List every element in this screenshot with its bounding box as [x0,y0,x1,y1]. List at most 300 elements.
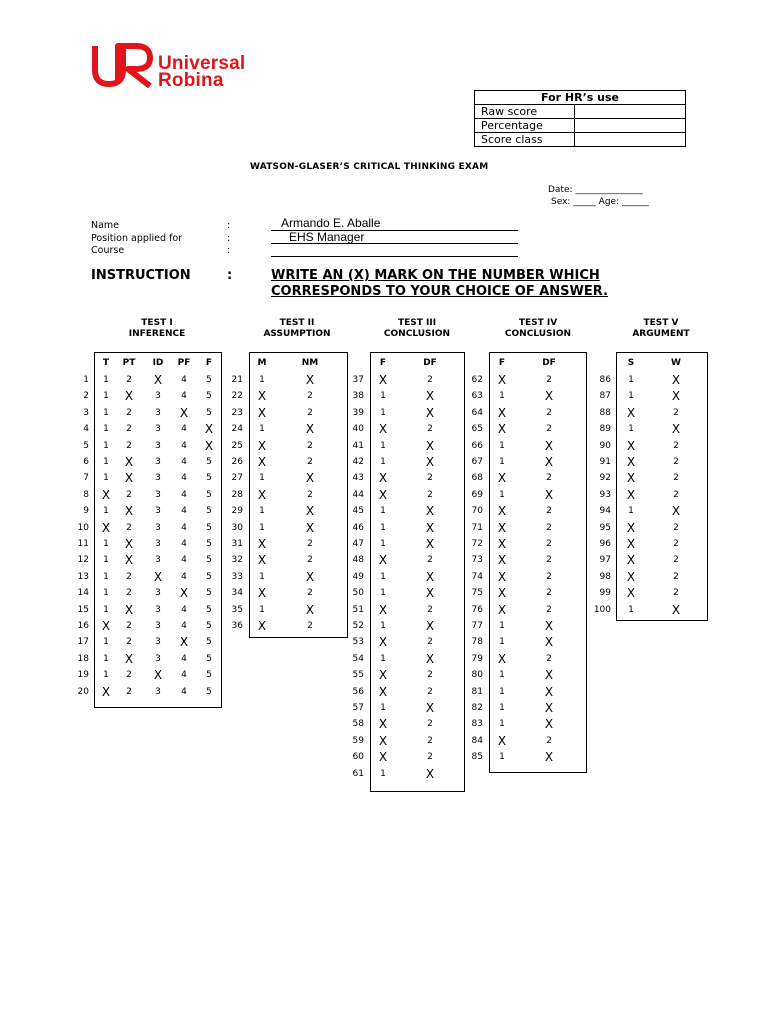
answer-option[interactable]: 1 [499,752,505,763]
question-number: 70 [471,506,483,517]
answer-mark[interactable]: X [305,422,315,437]
name-field[interactable] [271,216,518,231]
answer-option[interactable]: 2 [307,440,313,451]
answer-option[interactable]: 4 [181,424,187,435]
answer-option[interactable]: 2 [126,686,132,697]
answer-option[interactable]: 5 [206,686,212,697]
question-number: 22 [231,391,243,402]
answer-option[interactable]: 2 [307,391,313,402]
answer-option[interactable]: 3 [155,506,161,517]
answer-mark[interactable]: X [671,602,681,617]
answer-mark[interactable]: X [101,520,111,535]
answer-mark[interactable]: X [425,701,435,715]
answer-option[interactable]: 2 [427,735,433,746]
answer-option[interactable]: 2 [126,588,132,599]
answer-option[interactable]: 1 [259,424,265,435]
answer-mark[interactable]: X [378,471,388,486]
answer-option[interactable]: 2 [427,752,433,763]
answer-option[interactable]: 5 [206,571,212,582]
answer-option[interactable]: 1 [259,522,265,533]
answer-mark[interactable]: X [378,635,388,650]
answer-option[interactable]: 2 [673,489,679,500]
answer-option[interactable]: 1 [499,391,505,402]
answer-option[interactable]: 1 [499,440,505,451]
answer-mark[interactable]: X [626,487,636,502]
answer-option[interactable]: 2 [307,457,313,467]
answer-mark[interactable]: X [425,405,435,420]
answer-option[interactable]: 1 [499,489,505,500]
answer-option[interactable]: 1 [628,391,634,402]
answer-option[interactable]: 3 [155,588,161,599]
answer-mark[interactable]: X [626,569,636,584]
question-number: 32 [231,555,243,566]
answer-option[interactable]: 2 [126,407,132,418]
answer-mark[interactable]: X [378,717,388,732]
answer-option[interactable]: 4 [181,555,187,566]
answer-option[interactable]: 4 [181,571,187,582]
question-number: 64 [471,407,483,418]
answer-mark[interactable]: X [497,651,507,666]
answer-option[interactable]: 1 [259,375,265,385]
answer-option[interactable]: 4 [181,539,187,549]
answer-option[interactable]: 2 [546,522,552,533]
answer-option[interactable]: 3 [155,637,161,648]
answer-mark[interactable]: X [425,537,435,551]
position-label: Position applied for [91,233,183,244]
answer-mark[interactable]: X [544,668,554,683]
answer-mark[interactable]: X [626,520,636,535]
answer-option[interactable]: 1 [103,473,109,484]
answer-option[interactable]: 2 [673,571,679,582]
answer-option[interactable]: 1 [380,407,386,418]
answer-option[interactable]: 1 [628,604,634,615]
answer-option[interactable]: 2 [307,489,313,500]
answer-option[interactable]: 2 [126,375,132,385]
answer-option[interactable]: 2 [126,621,132,631]
question-number: 43 [352,473,364,484]
answer-option[interactable]: 5 [206,621,212,631]
answer-option[interactable]: 2 [546,555,552,566]
answer-mark[interactable]: X [544,619,554,633]
answer-mark[interactable]: X [544,750,554,765]
answer-option[interactable]: 1 [103,670,109,681]
percentage-field[interactable] [575,119,686,133]
answer-mark[interactable]: X [544,717,554,732]
answer-option[interactable]: 3 [155,407,161,418]
answer-mark[interactable]: X [425,619,435,633]
answer-option[interactable]: 2 [307,539,313,549]
answer-option[interactable]: 1 [380,391,386,402]
question-number: 26 [231,457,243,467]
answer-mark[interactable]: X [378,684,388,699]
answer-option[interactable]: 1 [259,604,265,615]
answer-mark[interactable]: X [497,405,507,420]
answer-mark[interactable]: X [124,471,134,486]
answer-option[interactable]: 1 [380,506,386,517]
answer-option[interactable]: 1 [103,637,109,648]
answer-option[interactable]: 5 [206,522,212,533]
answer-option[interactable]: 5 [206,457,212,467]
answer-mark[interactable]: X [204,422,214,437]
answer-option[interactable]: 5 [206,489,212,500]
answer-mark[interactable]: X [425,766,435,781]
answer-option[interactable]: 5 [206,407,212,418]
answer-option[interactable]: 1 [259,473,265,484]
answer-option[interactable]: 5 [206,588,212,599]
answer-mark[interactable]: X [378,422,388,437]
answer-mark[interactable]: X [497,520,507,535]
answer-option[interactable]: 5 [206,473,212,484]
answer-option[interactable]: 2 [546,407,552,418]
answer-option[interactable]: 3 [155,621,161,631]
date-field[interactable]: Date: _______________ [548,185,643,195]
answer-option[interactable]: 3 [155,555,161,566]
answer-mark[interactable]: X [544,701,554,715]
question-number: 88 [599,407,611,418]
answer-mark[interactable]: X [124,455,134,469]
answer-option[interactable]: 3 [155,604,161,615]
answer-option[interactable]: 5 [206,653,212,664]
answer-mark[interactable]: X [544,487,554,502]
answer-option[interactable]: 1 [103,424,109,435]
answer-option[interactable]: 5 [206,555,212,566]
answer-mark[interactable]: X [497,504,507,519]
answer-mark[interactable]: X [153,569,163,584]
answer-mark[interactable]: X [257,586,267,601]
answer-mark[interactable]: X [626,455,636,469]
answer-option[interactable]: 4 [181,375,187,385]
answer-mark[interactable]: X [124,389,134,404]
answer-option[interactable]: 2 [546,604,552,615]
answer-option[interactable]: 2 [546,735,552,746]
answer-mark[interactable]: X [626,586,636,601]
question-number: 39 [352,407,364,418]
answer-mark[interactable]: X [497,422,507,437]
answer-option[interactable]: 2 [427,604,433,615]
answer-option[interactable]: 1 [628,506,634,517]
answer-option[interactable]: 1 [103,555,109,566]
answer-option[interactable]: 4 [181,457,187,467]
position-field[interactable] [271,230,518,244]
answer-option[interactable]: 1 [380,588,386,599]
answer-mark[interactable]: X [425,455,435,469]
answer-mark[interactable]: X [425,389,435,404]
answer-mark[interactable]: X [497,537,507,551]
answer-option[interactable]: 2 [546,588,552,599]
answer-option[interactable]: 4 [181,391,187,402]
answer-option[interactable]: 2 [427,719,433,730]
answer-option[interactable]: 3 [155,489,161,500]
answer-option[interactable]: 3 [155,391,161,402]
answer-option[interactable]: 2 [427,637,433,648]
answer-option[interactable]: 2 [126,637,132,648]
answer-option[interactable]: 1 [259,506,265,517]
answer-mark[interactable]: X [124,504,134,519]
answer-mark[interactable]: X [671,389,681,404]
question-number: 78 [471,637,483,648]
answer-mark[interactable]: X [378,750,388,765]
answer-mark[interactable]: X [257,389,267,404]
answer-option[interactable]: 1 [103,604,109,615]
answer-mark[interactable]: X [497,569,507,584]
answer-mark[interactable]: X [497,733,507,748]
answer-option[interactable]: 4 [181,522,187,533]
answer-mark[interactable]: X [425,569,435,584]
answer-mark[interactable]: X [257,405,267,420]
answer-option[interactable]: 2 [427,489,433,500]
answer-option[interactable]: 2 [673,440,679,451]
answer-mark[interactable]: X [257,619,267,633]
raw-score-field[interactable] [575,105,686,119]
answer-option[interactable]: 2 [427,473,433,484]
question-number: 81 [471,686,483,697]
answer-mark[interactable]: X [497,553,507,568]
question-number: 76 [471,604,483,615]
answer-mark[interactable]: X [305,373,315,387]
answer-mark[interactable]: X [305,520,315,535]
answer-mark[interactable]: X [378,668,388,683]
hr-use-table [474,90,686,147]
question-number: 54 [352,653,364,664]
answer-option[interactable]: 2 [673,407,679,418]
answer-option[interactable]: 4 [181,604,187,615]
answer-mark[interactable]: X [305,602,315,617]
answer-option[interactable]: 3 [155,457,161,467]
answer-option[interactable]: 2 [307,588,313,599]
answer-mark[interactable]: X [257,537,267,551]
answer-mark[interactable]: X [425,504,435,519]
answer-mark[interactable]: X [425,438,435,453]
answer-option[interactable]: 5 [206,539,212,549]
question-number: 1 [83,375,89,385]
question-number: 37 [352,375,364,385]
answer-option[interactable]: 1 [103,407,109,418]
answer-option[interactable]: 2 [307,621,313,631]
score-class-field[interactable] [575,133,686,147]
question-number: 75 [471,588,483,599]
answer-mark[interactable]: X [257,487,267,502]
answer-option[interactable]: 2 [673,457,679,467]
answer-option[interactable]: 1 [103,588,109,599]
question-number: 86 [599,375,611,385]
answer-mark[interactable]: X [497,373,507,387]
answer-mark[interactable]: X [497,586,507,601]
answer-mark[interactable]: X [378,487,388,502]
answer-option[interactable]: 1 [499,457,505,467]
answer-option[interactable]: 4 [181,473,187,484]
answer-option[interactable]: 1 [380,703,386,713]
answer-option[interactable]: 2 [673,588,679,599]
answer-mark[interactable]: X [305,504,315,519]
answer-option[interactable]: 2 [546,506,552,517]
answer-option[interactable]: 2 [427,555,433,566]
answer-mark[interactable]: X [101,684,111,699]
answer-option[interactable]: 1 [103,653,109,664]
answer-option[interactable]: 2 [427,670,433,681]
answer-option[interactable]: 1 [499,686,505,697]
sex-age-field[interactable]: Sex: _____ Age: ______ [551,197,649,207]
answer-mark[interactable]: X [101,487,111,502]
answer-mark[interactable]: X [671,373,681,387]
answer-mark[interactable]: X [671,422,681,437]
answer-option[interactable]: 4 [181,686,187,697]
answer-mark[interactable]: X [378,602,388,617]
answer-option[interactable]: 2 [673,539,679,549]
answer-mark[interactable]: X [626,438,636,453]
course-field[interactable] [271,244,518,257]
answer-mark[interactable]: X [101,619,111,633]
answer-mark[interactable]: X [497,602,507,617]
answer-option[interactable]: 3 [155,522,161,533]
answer-mark[interactable]: X [153,373,163,387]
answer-mark[interactable]: X [544,438,554,453]
answer-option[interactable]: 1 [380,768,386,779]
answer-mark[interactable]: X [204,438,214,453]
question-number: 5 [83,440,89,451]
answer-option[interactable]: 3 [155,686,161,697]
answer-mark[interactable]: X [124,602,134,617]
answer-option[interactable]: 2 [126,489,132,500]
answer-option[interactable]: 4 [181,489,187,500]
answer-option[interactable]: 3 [155,539,161,549]
answer-option[interactable]: 1 [499,670,505,681]
answer-option[interactable]: 1 [103,506,109,517]
question-number: 49 [352,571,364,582]
answer-mark[interactable]: X [179,635,189,650]
question-number: 91 [599,457,611,467]
test-1-choice-header: F [205,358,213,368]
answer-option[interactable]: 2 [673,555,679,566]
answer-option[interactable]: 1 [499,703,505,713]
answer-mark[interactable]: X [378,733,388,748]
answer-mark[interactable]: X [257,553,267,568]
answer-mark[interactable]: X [124,651,134,666]
answer-option[interactable]: 3 [155,473,161,484]
answer-option[interactable]: 1 [103,391,109,402]
question-number: 51 [352,604,364,615]
answer-mark[interactable]: X [425,586,435,601]
answer-mark[interactable]: X [544,635,554,650]
answer-option[interactable]: 1 [380,440,386,451]
answer-option[interactable]: 2 [673,522,679,533]
answer-option[interactable]: 4 [181,653,187,664]
answer-option[interactable]: 1 [499,621,505,631]
answer-mark[interactable]: X [124,553,134,568]
answer-option[interactable]: 1 [103,375,109,385]
answer-mark[interactable]: X [305,471,315,486]
answer-option[interactable]: 2 [126,670,132,681]
answer-option[interactable]: 2 [546,473,552,484]
answer-option[interactable]: 1 [380,522,386,533]
answer-option[interactable]: 1 [499,719,505,730]
answer-option[interactable]: 1 [103,457,109,467]
answer-option[interactable]: 1 [103,440,109,451]
answer-option[interactable]: 2 [427,375,433,385]
answer-option[interactable]: 5 [206,637,212,648]
answer-option[interactable]: 1 [103,539,109,549]
answer-option[interactable]: 1 [380,571,386,582]
answer-mark[interactable]: X [179,586,189,601]
answer-mark[interactable]: X [179,405,189,420]
answer-option[interactable]: 2 [427,686,433,697]
answer-option[interactable]: 1 [380,621,386,631]
answer-mark[interactable]: X [626,537,636,551]
answer-option[interactable]: 5 [206,506,212,517]
answer-option[interactable]: 3 [155,653,161,664]
answer-mark[interactable]: X [124,537,134,551]
answer-option[interactable]: 1 [380,539,386,549]
answer-mark[interactable]: X [626,553,636,568]
answer-option[interactable]: 1 [628,424,634,435]
answer-option[interactable]: 4 [181,670,187,681]
question-number: 3 [83,407,89,418]
answer-mark[interactable]: X [378,553,388,568]
answer-option[interactable]: 1 [259,571,265,582]
question-number: 89 [599,424,611,435]
answer-option[interactable]: 2 [126,424,132,435]
question-number: 63 [471,391,483,402]
answer-mark[interactable]: X [544,684,554,699]
answer-mark[interactable]: X [257,438,267,453]
answer-mark[interactable]: X [257,455,267,469]
answer-mark[interactable]: X [626,471,636,486]
answer-option[interactable]: 3 [155,440,161,451]
answer-option[interactable]: 2 [307,407,313,418]
answer-option[interactable]: 5 [206,375,212,385]
answer-mark[interactable]: X [305,569,315,584]
answer-mark[interactable]: X [497,471,507,486]
answer-option[interactable]: 2 [427,424,433,435]
answer-mark[interactable]: X [544,455,554,469]
question-number: 58 [352,719,364,730]
answer-option[interactable]: 5 [206,604,212,615]
question-number: 31 [231,539,243,549]
answer-mark[interactable]: X [544,389,554,404]
answer-option[interactable]: 4 [181,621,187,631]
answer-option[interactable]: 5 [206,670,212,681]
answer-option[interactable]: 4 [181,506,187,517]
answer-option[interactable]: 2 [307,555,313,566]
answer-option[interactable]: 2 [126,522,132,533]
answer-option[interactable]: 2 [546,539,552,549]
answer-option[interactable]: 1 [380,653,386,664]
answer-option[interactable]: 4 [181,440,187,451]
answer-option[interactable]: 2 [546,571,552,582]
answer-option[interactable]: 1 [628,375,634,385]
answer-option[interactable]: 1 [103,571,109,582]
answer-option[interactable]: 1 [499,637,505,648]
answer-mark[interactable]: X [425,520,435,535]
answer-option[interactable]: 2 [126,571,132,582]
answer-option[interactable]: 2 [546,424,552,435]
answer-mark[interactable]: X [378,373,388,387]
answer-option[interactable]: 2 [546,375,552,385]
answer-mark[interactable]: X [626,405,636,420]
answer-mark[interactable]: X [425,651,435,666]
test-2-choice-header: NM [301,358,319,368]
answer-option[interactable]: 1 [380,457,386,467]
answer-mark[interactable]: X [153,668,163,683]
answer-option[interactable]: 2 [126,440,132,451]
question-number: 34 [231,588,243,599]
question-number: 45 [352,506,364,517]
name-label: Name [91,220,120,231]
answer-option[interactable]: 2 [673,473,679,484]
answer-mark[interactable]: X [671,504,681,519]
answer-option[interactable]: 5 [206,391,212,402]
answer-option[interactable]: 2 [546,653,552,664]
answer-option[interactable]: 3 [155,424,161,435]
